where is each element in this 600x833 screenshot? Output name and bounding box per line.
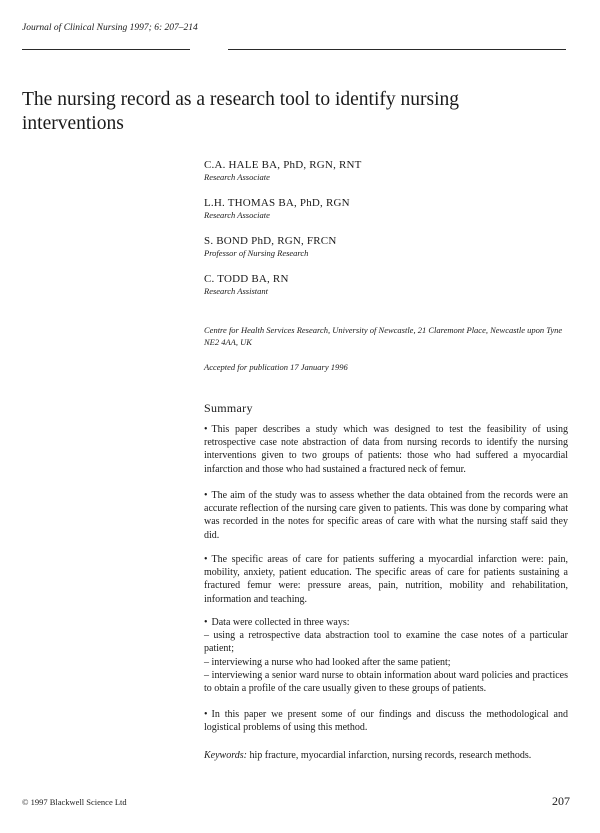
author-name: L.H. THOMAS BA, PhD, RGN — [204, 197, 350, 209]
data-collection-list — [204, 616, 568, 695]
data-collection-intro — [204, 616, 568, 629]
author-name: S. BOND PhD, RGN, FRCN — [204, 235, 337, 247]
author-entry — [204, 196, 574, 221]
author-entry — [204, 234, 574, 259]
copyright-notice: © 1997 Blackwell Science Ltd — [22, 797, 127, 807]
author-entry — [204, 272, 574, 297]
bullet-icon: • — [204, 617, 208, 628]
bullet-icon: • — [204, 424, 208, 435]
summary-paragraph — [204, 423, 568, 476]
summary-paragraph — [204, 553, 568, 606]
summary-paragraph-text: This paper describes a study which was designed to test the feasibility of using retrospective case note abstraction of data from nursing records to identify the nursing interventions given to two groups of patients: those who had suffered a myocardial infarction and those who had sustained a fractured neck of femur. — [204, 424, 568, 475]
author-entry — [204, 158, 574, 183]
bullet-icon: • — [204, 554, 208, 565]
author-name: C.A. HALE BA, PhD, RGN, RNT — [204, 159, 362, 171]
author-role: Research Associate — [204, 172, 270, 182]
header-rule-right — [228, 49, 566, 50]
author-list — [204, 158, 574, 310]
keywords-text: hip fracture, myocardial infarction, nursing records, research methods. — [249, 750, 532, 761]
author-role: Research Associate — [204, 210, 270, 220]
summary-paragraph — [204, 489, 568, 542]
keywords — [204, 749, 574, 762]
data-collection-item: – using a retrospective data abstraction tool to examine the case notes of a particular patient; — [204, 630, 568, 655]
header-rule-left — [22, 49, 190, 50]
summary-paragraph — [204, 708, 568, 734]
summary-paragraph-text: In this paper we present some of our findings and discuss the methodological and logistical problems of using this method. — [204, 709, 568, 734]
affiliation-address: Centre for Health Services Research, University of Newcastle, 21 Claremont Place, Newcastle upon Tyne NE2 4AA, UK — [204, 325, 563, 347]
keywords-label: Keywords: — [204, 750, 247, 761]
author-role: Professor of Nursing Research — [204, 248, 309, 258]
article-title: The nursing record as a research tool to identify nursing interventions — [22, 89, 459, 134]
summary-heading: Summary — [204, 401, 253, 415]
journal-citation: Journal of Clinical Nursing 1997; 6: 207–214 — [22, 23, 198, 33]
data-collection-item: – interviewing a senior ward nurse to obtain information about ward policies and practices to obtain a profile of the care usually given to these groups of patients. — [204, 669, 568, 695]
author-role: Research Assistant — [204, 286, 268, 296]
data-collection-item: – interviewing a nurse who had looked after the same patient; — [204, 656, 451, 668]
page-number: 207 — [552, 794, 570, 808]
bullet-icon: • — [204, 709, 208, 720]
bullet-icon: • — [204, 490, 208, 501]
accepted-date: Accepted for publication 17 January 1996 — [204, 362, 348, 372]
summary-paragraph-text: The specific areas of care for patients suffering a myocardial infarction were: pain, mobility, anxiety, patient education. The specific areas of care for patients sustaining a fractured femur were: pressure areas, pain, nutrition, mobility and rehabilitation, information and teaching. — [204, 554, 568, 605]
data-collection-intro-text: Data were collected in three ways: — [211, 617, 350, 628]
author-name: C. TODD BA, RN — [204, 273, 289, 285]
summary-paragraph-text: The aim of the study was to assess whether the data obtained from the records were an accurate reflection of the nursing care given to patients. This was done by comparing what was recorded in the notes for specific areas of care with what the nursing staff said they did. — [204, 490, 568, 541]
